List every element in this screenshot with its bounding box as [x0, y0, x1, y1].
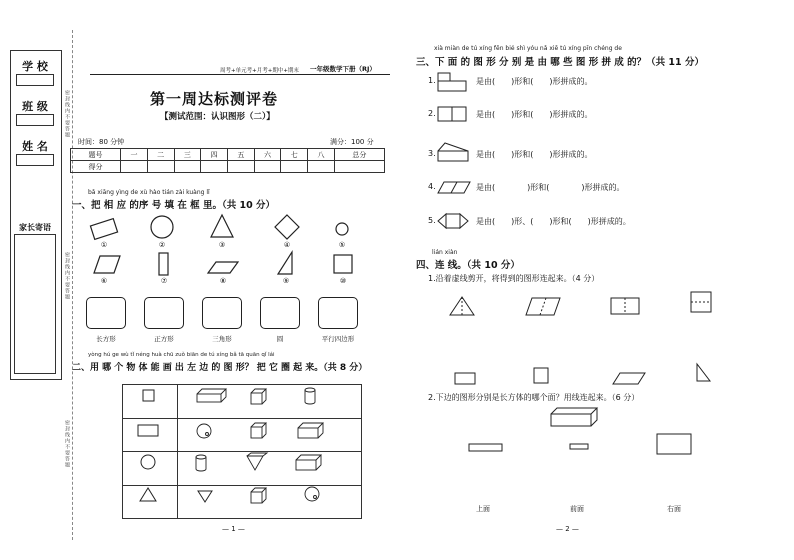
- q3-item-number: 4.: [428, 182, 436, 191]
- table-cell: 五: [227, 149, 254, 161]
- full-score-label: 满分：100 分: [330, 138, 374, 146]
- q3-item-text: 是由( )形和( )形拼成的。: [476, 150, 593, 159]
- class-label: 班 级: [22, 100, 48, 113]
- q2-pinyin: yòng hú ge wù tǐ néng huà chū zuǒ biān de tú xíng bǎ tā quān qǐ lái: [88, 352, 275, 358]
- shape-number: ⑨: [282, 277, 290, 285]
- shape-number: ⑦: [160, 277, 168, 285]
- table-cell: 题号: [71, 149, 121, 161]
- name-label: 姓 名: [22, 140, 48, 153]
- table-cell: 八: [308, 149, 335, 161]
- q3-item-text: 是由( )形和( )形拼成的。: [476, 77, 593, 86]
- school-label: 学 校: [22, 60, 48, 73]
- table-cell: 四: [201, 149, 228, 161]
- q3-item-number: 1.: [428, 76, 436, 85]
- shape-number: ⑥: [100, 277, 108, 285]
- answer-box-caption: 平行四边形: [321, 335, 355, 343]
- q3-item-text: 是由( )形和( )形拼成的。: [476, 110, 593, 119]
- q4-title: 四、连 线。（共 10 分）: [416, 260, 520, 271]
- shape-number: ③: [218, 241, 226, 249]
- face-label-front: 前面: [570, 505, 584, 513]
- shape-number: ⑤: [338, 241, 346, 249]
- q2-title: 二、用 哪 个 物 体 能 画 出 左 边 的 图 形？ 把 它 圈 起 来。（共 8 分）: [72, 363, 368, 373]
- q3-pinyin: xià miàn de tú xíng fēn bié shì yóu nǎ xiē tú xíng pīn chéng de: [434, 45, 622, 52]
- time-label: 时间：80 分钟: [78, 138, 125, 146]
- seal-line-text-3: 密封线内不要答题: [64, 420, 70, 468]
- q4-pinyin: lián xiàn: [432, 249, 458, 256]
- table-cell: 一: [121, 149, 148, 161]
- table-cell: 三: [174, 149, 201, 161]
- table-cell: 总分: [334, 149, 384, 161]
- q3-item-number: 3.: [428, 149, 436, 158]
- q1-title: 一、把 相 应 的序 号 填 在 框 里。（共 10 分）: [72, 200, 276, 211]
- q3-item-number: 2.: [428, 109, 436, 118]
- shape-number: ⑧: [219, 277, 227, 285]
- q3-item-number: 5.: [428, 216, 436, 225]
- seal-line-text-2: 密封线内不要答题: [64, 252, 70, 300]
- q4-sub2: 2.下边的图形分别是长方体的哪个面？用线连起来。（6 分）: [428, 393, 640, 402]
- q1-pinyin: bǎ xiāng yìng de xù hào tián zài kuàng lǐ: [88, 189, 210, 196]
- page-number-2: — 2 —: [556, 525, 579, 533]
- face-label-right: 右面: [667, 505, 681, 513]
- face-label-top: 上面: [476, 505, 490, 513]
- q3-item-text: 是由( )形、( )形和( )形拼成的。: [476, 217, 631, 226]
- q3-title: 三、下 面 的 图 形 分 别 是 由 哪 些 图 形 拼 成 的？（共 11 分）: [416, 57, 704, 68]
- face-small-rectangle: [570, 444, 588, 449]
- table-cell: 七: [281, 149, 308, 161]
- parent-comment-label: 家长寄语: [19, 223, 51, 232]
- page-title: 第一周达标测评卷: [150, 90, 279, 108]
- answer-box-caption: 正方形: [154, 335, 174, 343]
- test-scope: 【测试范围：认识图形（二）】: [160, 112, 275, 122]
- shape-number: ④: [283, 241, 291, 249]
- grade-label: 一年级数学下册（RJ）: [310, 65, 376, 73]
- q4-sub1: 1.沿着虚线剪开，将得到的图形连起来。（4 分）: [428, 274, 600, 283]
- page-number-1: — 1 —: [222, 525, 245, 533]
- face-long-rectangle: [469, 444, 502, 451]
- table-cell: 得分: [71, 161, 121, 173]
- answer-box-caption: 三角形: [212, 335, 232, 343]
- cuboid-icon: [551, 408, 597, 426]
- series-label: 周考+单元考+月考+期中+期末: [220, 68, 299, 74]
- q3-item-text: 是由( )形和( )形拼成的。: [476, 183, 625, 192]
- shape-number: ①: [100, 241, 108, 249]
- answer-box-caption: 长方形: [96, 335, 116, 343]
- seal-line-text-1: 密封线内不要答题: [64, 90, 70, 138]
- shape-number: ②: [158, 241, 166, 249]
- table-cell: 二: [147, 149, 174, 161]
- face-square-rectangle: [657, 434, 691, 454]
- shape-number: ⑩: [339, 277, 347, 285]
- answer-box-caption: 圆: [276, 335, 284, 343]
- table-cell: 六: [254, 149, 281, 161]
